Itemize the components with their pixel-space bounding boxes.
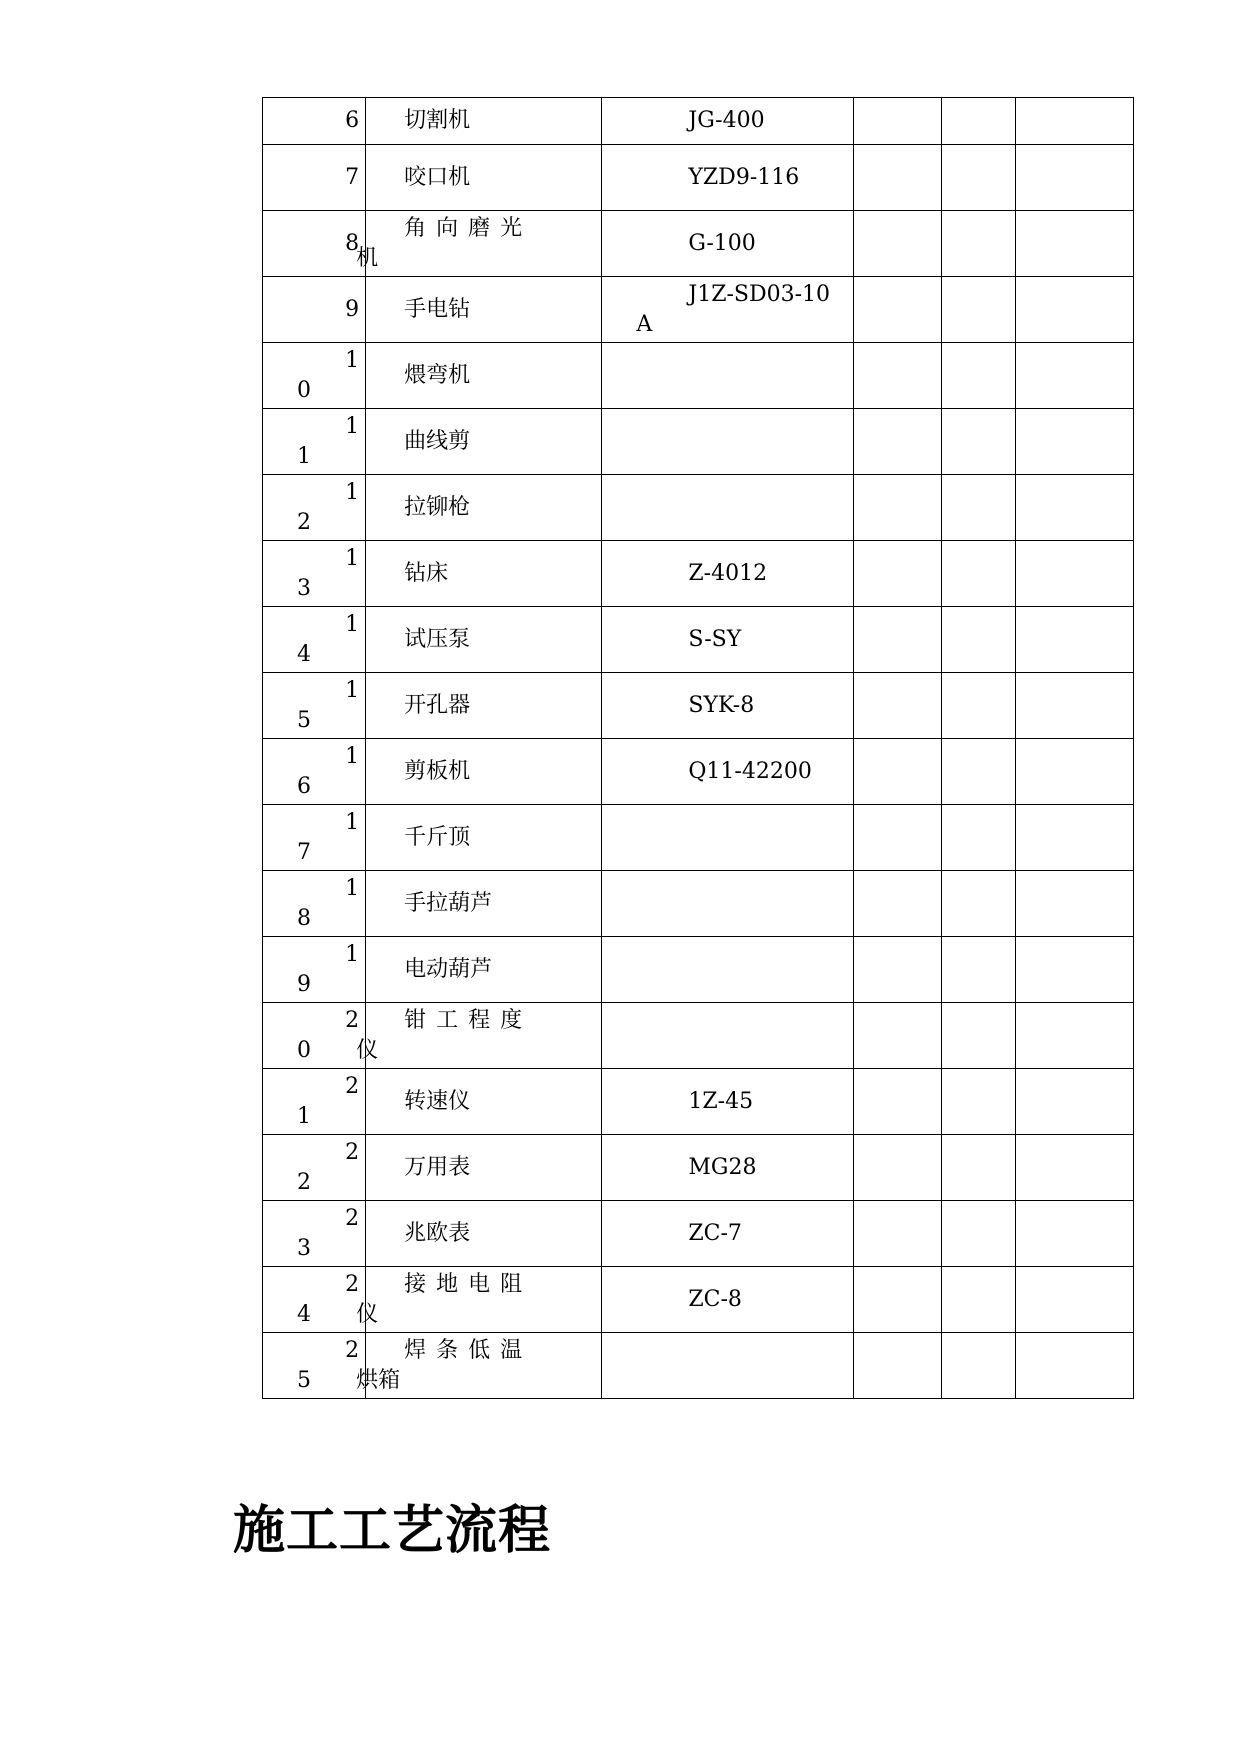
row-number-part: 2	[345, 1337, 360, 1363]
equipment-model: Q11-42200	[688, 758, 812, 784]
equipment-model-cell	[602, 1201, 853, 1267]
row-number-cell	[263, 739, 366, 805]
equipment-name: 兆欧表	[404, 1220, 471, 1246]
equipment-name-line: 仪	[356, 1301, 379, 1327]
row-number-part: 0	[297, 1037, 311, 1063]
power-cell	[941, 475, 1015, 541]
power-cell	[941, 871, 1015, 937]
power-cell	[941, 739, 1015, 805]
table-row	[263, 277, 1134, 343]
equipment-name: 曲线剪	[404, 428, 471, 454]
row-number-part: 9	[297, 971, 311, 997]
equipment-model-cell	[602, 211, 853, 277]
remarks-cell	[1015, 739, 1133, 805]
equipment-name-line: 角向磨光	[404, 215, 533, 241]
row-number-part: 1	[345, 809, 360, 835]
equipment-model: 1Z-45	[688, 1088, 754, 1114]
row-number-part: 1	[345, 941, 360, 967]
row-number-part: 7	[297, 839, 311, 865]
equipment-model: ZC-8	[688, 1286, 742, 1312]
power-cell	[941, 1135, 1015, 1201]
power-cell	[941, 937, 1015, 1003]
equipment-name: 手拉葫芦	[404, 890, 493, 916]
equipment-model: SYK-8	[688, 692, 755, 718]
equipment-model-cell	[602, 277, 853, 343]
equipment-name-cell	[356, 1267, 602, 1333]
remarks-cell	[1015, 673, 1133, 739]
table-row	[263, 475, 1134, 541]
quantity-cell	[853, 1267, 941, 1333]
remarks-cell	[1015, 211, 1133, 277]
row-number-cell	[263, 98, 366, 145]
equipment-name-cell	[366, 739, 602, 805]
equipment-name-cell	[366, 1201, 602, 1267]
section-heading: 施工工艺流程	[233, 1500, 552, 1561]
equipment-name-cell	[366, 673, 602, 739]
row-number: 9	[345, 296, 360, 322]
equipment-name-line: 机	[356, 245, 379, 271]
power-cell	[941, 607, 1015, 673]
equipment-model: Z-4012	[688, 560, 768, 586]
row-number-part: 4	[297, 641, 311, 667]
equipment-model-cell	[602, 805, 853, 871]
row-number-cell	[263, 1201, 366, 1267]
power-cell	[941, 673, 1015, 739]
remarks-cell	[1015, 277, 1133, 343]
quantity-cell	[853, 1003, 941, 1069]
quantity-cell	[853, 145, 941, 211]
quantity-cell	[853, 871, 941, 937]
table-row	[263, 409, 1134, 475]
row-number-part: 8	[297, 905, 311, 931]
equipment-model-cell	[602, 1267, 853, 1333]
equipment-name: 手电钻	[404, 296, 471, 322]
row-number: 7	[345, 164, 360, 190]
quantity-cell	[853, 739, 941, 805]
power-cell	[941, 409, 1015, 475]
row-number-part: 1	[297, 443, 311, 469]
equipment-model-cell	[602, 1069, 853, 1135]
equipment-name-line: 烘箱	[356, 1367, 401, 1393]
remarks-cell	[1015, 1267, 1133, 1333]
row-number-part: 2	[345, 1007, 360, 1033]
row-number-cell	[263, 1267, 366, 1333]
row-number-part: 2	[345, 1205, 360, 1231]
remarks-cell	[1015, 937, 1133, 1003]
power-cell	[941, 98, 1015, 145]
equipment-model-cell	[602, 607, 853, 673]
equipment-name: 剪板机	[404, 758, 471, 784]
table-row	[263, 1333, 1134, 1399]
equipment-name: 钻床	[404, 560, 449, 586]
quantity-cell	[853, 1135, 941, 1201]
table-row	[263, 1069, 1134, 1135]
equipment-model-line: J1Z-SD03-10	[688, 281, 831, 307]
row-number-part: 3	[297, 575, 311, 601]
power-cell	[941, 805, 1015, 871]
equipment-name-cell	[356, 211, 602, 277]
row-number-part: 1	[345, 611, 360, 637]
equipment-table	[262, 97, 1134, 1399]
row-number-cell	[263, 805, 366, 871]
row-number-part: 3	[297, 1235, 311, 1261]
table-row	[263, 805, 1134, 871]
equipment-model-cell	[602, 937, 853, 1003]
quantity-cell	[853, 805, 941, 871]
row-number-cell	[263, 607, 366, 673]
quantity-cell	[853, 277, 941, 343]
quantity-cell	[853, 1069, 941, 1135]
equipment-model-cell	[602, 475, 853, 541]
remarks-cell	[1015, 98, 1133, 145]
quantity-cell	[853, 343, 941, 409]
quantity-cell	[853, 409, 941, 475]
table-row	[263, 739, 1134, 805]
row-number-cell	[263, 1333, 366, 1399]
row-number-cell	[263, 145, 366, 211]
remarks-cell	[1015, 871, 1133, 937]
equipment-model-cell	[602, 871, 853, 937]
power-cell	[941, 1069, 1015, 1135]
row-number-part: 5	[297, 1367, 311, 1393]
quantity-cell	[853, 1201, 941, 1267]
equipment-name: 转速仪	[404, 1088, 471, 1114]
equipment-name-cell	[366, 145, 602, 211]
remarks-cell	[1015, 343, 1133, 409]
remarks-cell	[1015, 1069, 1133, 1135]
row-number-part: 1	[345, 545, 360, 571]
table-row	[263, 937, 1134, 1003]
remarks-cell	[1015, 1333, 1133, 1399]
equipment-name: 切割机	[404, 108, 471, 134]
row-number-part: 6	[297, 773, 311, 799]
remarks-cell	[1015, 1135, 1133, 1201]
equipment-name-cell	[356, 1333, 602, 1399]
equipment-model-line: A	[636, 311, 653, 337]
equipment-name-cell	[366, 1135, 602, 1201]
table-row	[263, 1135, 1134, 1201]
row-number-cell	[263, 541, 366, 607]
table-row	[263, 1267, 1134, 1333]
equipment-name-line: 仪	[356, 1037, 379, 1063]
equipment-name-cell	[356, 1003, 602, 1069]
equipment-model-cell	[602, 1135, 853, 1201]
row-number-part: 1	[345, 347, 360, 373]
row-number-cell	[263, 1135, 366, 1201]
equipment-name: 试压泵	[404, 626, 471, 652]
row-number-part: 1	[345, 413, 360, 439]
equipment-model: G-100	[688, 230, 756, 256]
equipment-name: 咬口机	[404, 164, 471, 190]
equipment-name-cell	[366, 98, 602, 145]
row-number-part: 1	[345, 743, 360, 769]
row-number-cell	[263, 343, 366, 409]
table-row	[263, 211, 1134, 277]
power-cell	[941, 1333, 1015, 1399]
quantity-cell	[853, 607, 941, 673]
table-row	[263, 1003, 1134, 1069]
power-cell	[941, 211, 1015, 277]
row-number-cell	[263, 673, 366, 739]
equipment-name-line: 钳工程度	[404, 1007, 533, 1033]
equipment-name: 开孔器	[404, 692, 471, 718]
equipment-model-cell	[602, 409, 853, 475]
equipment-model: ZC-7	[688, 1220, 742, 1246]
equipment-model-cell	[602, 343, 853, 409]
row-number-part: 2	[345, 1139, 360, 1165]
equipment-model-cell	[602, 1003, 853, 1069]
row-number-cell	[263, 475, 366, 541]
power-cell	[941, 1003, 1015, 1069]
table-row	[263, 1201, 1134, 1267]
table-row	[263, 607, 1134, 673]
power-cell	[941, 343, 1015, 409]
equipment-name-cell	[366, 805, 602, 871]
equipment-model-cell	[602, 98, 853, 145]
row-number-part: 1	[345, 479, 360, 505]
equipment-name-cell	[366, 937, 602, 1003]
equipment-name-cell	[366, 1069, 602, 1135]
table-row	[263, 673, 1134, 739]
remarks-cell	[1015, 1201, 1133, 1267]
equipment-name: 千斤顶	[404, 824, 471, 850]
equipment-name: 电动葫芦	[404, 956, 493, 982]
quantity-cell	[853, 541, 941, 607]
quantity-cell	[853, 673, 941, 739]
table-row	[263, 145, 1134, 211]
equipment-name-line: 焊条低温	[404, 1337, 533, 1363]
table-row	[263, 343, 1134, 409]
row-number-part: 2	[297, 509, 311, 535]
power-cell	[941, 1267, 1015, 1333]
remarks-cell	[1015, 1003, 1133, 1069]
equipment-name-line: 接地电阻	[404, 1271, 533, 1297]
power-cell	[941, 541, 1015, 607]
remarks-cell	[1015, 805, 1133, 871]
power-cell	[941, 1201, 1015, 1267]
remarks-cell	[1015, 541, 1133, 607]
quantity-cell	[853, 211, 941, 277]
equipment-name-cell	[366, 277, 602, 343]
table-row	[263, 98, 1134, 145]
row-number-part: 1	[297, 1103, 311, 1129]
row-number-part: 1	[345, 677, 360, 703]
equipment-name: 拉铆枪	[404, 494, 471, 520]
remarks-cell	[1015, 475, 1133, 541]
equipment-name-cell	[366, 541, 602, 607]
row-number-part: 2	[297, 1169, 311, 1195]
row-number-part: 0	[297, 377, 311, 403]
equipment-model-cell	[602, 739, 853, 805]
equipment-model: YZD9-116	[688, 164, 800, 190]
power-cell	[941, 277, 1015, 343]
remarks-cell	[1015, 145, 1133, 211]
quantity-cell	[853, 475, 941, 541]
equipment-name-cell	[366, 475, 602, 541]
equipment-name: 煨弯机	[404, 362, 471, 388]
row-number-part: 2	[345, 1073, 360, 1099]
row-number-cell	[263, 409, 366, 475]
row-number-cell	[263, 1003, 366, 1069]
equipment-model-cell	[602, 145, 853, 211]
table-row	[263, 871, 1134, 937]
row-number-part: 2	[345, 1271, 360, 1297]
row-number-part: 4	[297, 1301, 311, 1327]
quantity-cell	[853, 937, 941, 1003]
table-row	[263, 541, 1134, 607]
remarks-cell	[1015, 409, 1133, 475]
row-number-cell	[263, 937, 366, 1003]
equipment-model-cell	[602, 673, 853, 739]
equipment-model-cell	[602, 1333, 853, 1399]
equipment-model: MG28	[688, 1154, 757, 1180]
equipment-name-cell	[366, 343, 602, 409]
row-number-cell	[263, 277, 366, 343]
equipment-name-cell	[366, 409, 602, 475]
row-number: 8	[345, 230, 360, 256]
equipment-table-body	[263, 98, 1134, 1399]
equipment-name: 万用表	[404, 1154, 471, 1180]
row-number-part: 5	[297, 707, 311, 733]
equipment-model: S-SY	[688, 626, 742, 652]
quantity-cell	[853, 1333, 941, 1399]
row-number: 6	[345, 108, 360, 134]
power-cell	[941, 145, 1015, 211]
row-number-cell	[263, 871, 366, 937]
row-number-cell	[263, 1069, 366, 1135]
equipment-name-cell	[366, 871, 602, 937]
quantity-cell	[853, 98, 941, 145]
equipment-model-cell	[602, 541, 853, 607]
remarks-cell	[1015, 607, 1133, 673]
row-number-cell	[263, 211, 366, 277]
row-number-part: 1	[345, 875, 360, 901]
equipment-model: JG-400	[688, 108, 765, 134]
equipment-name-cell	[366, 607, 602, 673]
